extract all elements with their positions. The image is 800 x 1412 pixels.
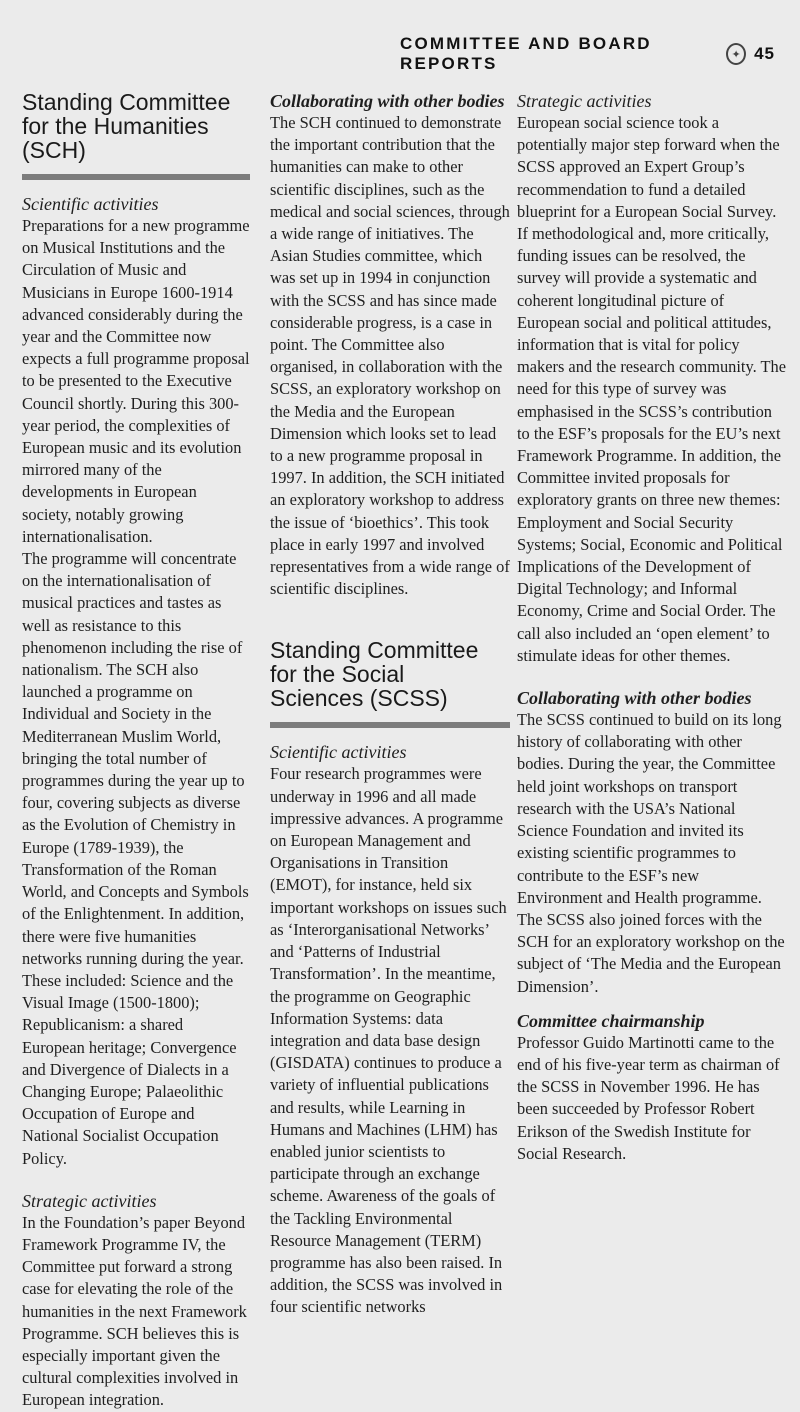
paragraph: Preparations for a new programme on Musical Institutions and the Circulation of Music and Musicians in Europe 1600-1914 advanced considerably during the year and the Committee now expects a full programme proposal to be presented to the Executive Council shortly. During this 300-year period, the complexities of European music and its evolution mirrored many of the developments in European society, notably growing internationalisation. <box>22 216 250 546</box>
section-heading: Strategic activities <box>517 91 652 111</box>
paragraph: European social science took a potentially major step forward when the SCSS approved an Expert Group’s recommendation to fund a detailed blueprint for a European Social Survey. If methodological and, more critically, funding issues can be resolved, the survey will provide a systematic and coherent longitudinal picture of European social and political attitudes, information that is vital for policy makers and the research community. The need for this type of survey was emphasised in the SCSS’s contribution to the ESF’s proposals for the EU’s next Framework Programme. In addition, the Committee invited proposals for exploratory grants on three new themes: Employment and Social Security Systems; Social, Economic and Political Implications of the Development of Digital Technology; and Informal Economy, Crime and Social Order. The call also included an ‘open element’ to stimulate ideas for other themes. <box>517 113 786 665</box>
title-rule <box>270 722 510 728</box>
paragraph: Four research programmes were underway in 1996 and all made impressive advances. A programme on European Management and Organisations in Transition (EMOT), for instance, held six important workshops on issues such as ‘Interorganisational Networks’ and ‘Patterns of Industrial Transformation’. In the meantime, the programme on Geographic Information Systems: data integration and data base design (GISDATA) continues to produce a variety of influential publications and results, while Learning in Humans and Machines (LHM) has enabled junior scientists to participate through an exchange scheme. Awareness of the goals of the Tackling Environmental Resource Management (TERM) programme has also been raised. In addition, the SCSS was involved in four scientific networks <box>270 764 507 1317</box>
column-2 <box>270 90 510 1319</box>
page-number: 45 <box>754 44 775 63</box>
column-3 <box>517 90 787 1165</box>
committee-title-sch: Standing Committee for the Humanities (SCH) <box>22 89 231 163</box>
paragraph: Professor Guido Martinotti came to the end of his five-year term as chairman of the SCSS in November 1996. He has been succeeded by Professor Robert Erikson of the Swedish Institute for Social Research. <box>517 1032 780 1163</box>
paragraph: The programme will concentrate on the internationalisation of musical practices and tastes as well as resistance to this phenomenon including the rise of nationalism. The SCH also launched a programme on Individual and Society in the Mediterranean Muslim World, bringing the total number of programmes during the year up to four, covering subjects as diverse as the Evolution of Chemistry in Europe (1789-1939), the Transformation of the Roman World, and Concepts and Symbols of the Enlightenment. In addition, there were five humanities networks running during the year. These included: Science and the Visual Image (1500-1800); Republicanism: a shared European heritage; Convergence and Divergence of Dialects in a Changing Europe; Palaeolithic Occupation of Europe and National Socialist Occupation Policy. <box>22 549 249 1168</box>
column-1 <box>22 90 250 1412</box>
paragraph: In the Foundation’s paper Beyond Framework Programme IV, the Committee put forward a strong case for elevating the role of the humanities in the next Framework Programme. SCH believes this is especially important given the cultural complexities involved in European integration. <box>22 1212 247 1410</box>
section-heading: Scientific activities <box>270 742 407 763</box>
paragraph: The SCH continued to demonstrate the important contribution that the humanities can make to other scientific disciplines, such as the medical and social sciences, through a wide range of initiatives. The Asian Studies committee, which was set up in 1994 in conjunction with the SCSS and has since made considerable progress, is a case in point. The Committee also organised, in collaboration with the SCSS, an exploratory workshop on the Media and the European Dimension which looks set to lead to a new programme proposal in 1997. In addition, the SCH initiated an exploratory workshop to address the issue of ‘bioethics’. This took place in early 1997 and involved representatives from a wide range of scientific disciplines. <box>270 113 510 599</box>
committee-title-scss: Standing Committee for the Social Sciences (SCSS) <box>270 637 479 712</box>
paragraph: The SCSS continued to build on its long history of collaborating with other bodies. During the year, the Committee held joint workshops on transport research with the USA’s National Science Foundation and invited its existing scientific programmes to contribute to the ESF’s new Environment and Health programme. The SCSS also joined forces with the SCH for an exploratory workshop on the subject of ‘The Media and the European Dimension’. <box>517 710 785 996</box>
page-header <box>400 34 775 73</box>
section-heading: Strategic activities <box>22 1190 157 1211</box>
running-header: COMMITTEE AND BOARD REPORTS <box>400 34 652 73</box>
section-heading: Committee chairmanship <box>517 1010 705 1031</box>
section-heading: Collaborating with other bodies <box>517 688 752 709</box>
section-heading: Collaborating with other bodies <box>270 91 505 111</box>
esf-emblem-icon: ✦ <box>726 43 746 65</box>
title-rule <box>22 174 250 180</box>
section-heading: Scientific activities <box>22 194 159 214</box>
